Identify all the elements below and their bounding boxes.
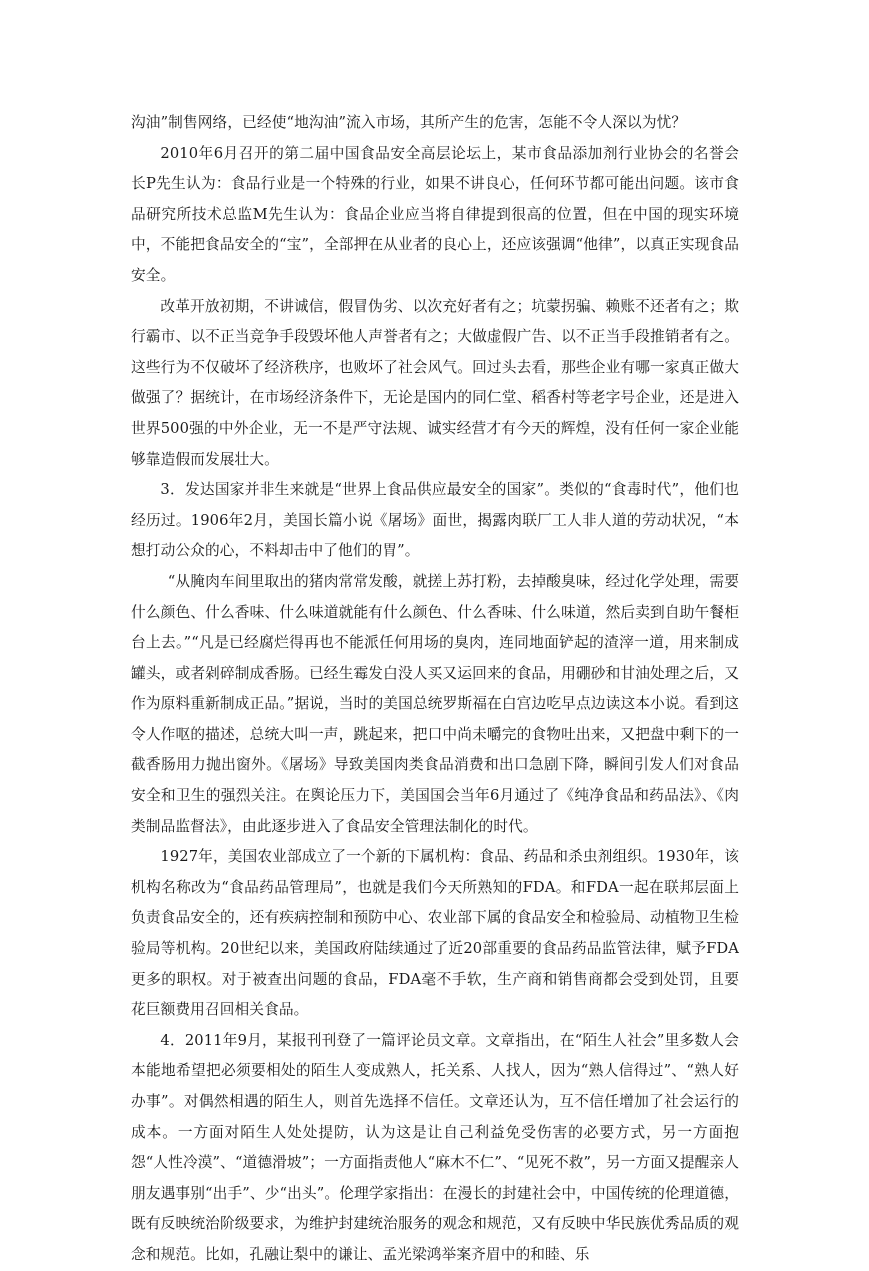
document-body [131, 108, 739, 1271]
paragraph-item-4: 4．2011年9月，某报刊刊登了一篇评论员文章。文章指出，在“陌生人社会”里多数人会本能地希望把必须要相处的陌生人变成熟人，托关系、人找人，因为“熟人信得过”、“熟人好办事”。对偶然相遇的陌生人，则首先选择不信任。文章还认为，互不信任增加了社会运行的成本。一方面对陌生人处处提防，认为这是让自己利益免受伤害的必要方式，另一方面抱怨“人性冷漠”、“道德滑坡”；一方面指责他人“麻木不仁”、“见死不救”，另一方面又提醒亲人朋友遇事别“出手”、少“出头”。伦理学家指出：在漫长的封建社会中，中国传统的伦理道德，既有反映统治阶级要求，为维护封建统治服务的观念和规范，又有反映中华民族优秀品质的观念和规范。比如，孔融让梨中的谦让、孟光梁鸿举案齐眉中的和睦、乐 [131, 1031, 740, 1263]
paragraph-jungle-quote: “从腌肉车间里取出的猪肉常常发酸，就搓上苏打粉，去掉酸臭味，经过化学处理，需要什么颜色、什么香味、什么味道就能有什么颜色、什么香味、什么味道，然后卖到自助午餐柜台上去。”“凡是已经腐烂得再也不能派任何用场的臭肉，连同地面铲起的渣滓一道，用来制成罐头，或者剁碎制成香肠。已经生霉发白没人买又运回来的食品，用硼砂和甘油处理之后，又作为原料重新制成正品。”据说，当时的美国总统罗斯福在白宫边吃早点边读这本小说。看到这令人作呕的描述，总统大叫一声，跳起来，把口中尚未嚼完的食物吐出来，又把盘中剩下的一截香肠用力抛出窗外。《屠场》导致美国肉类食品消费和出口急剧下降，瞬间引发人们对食品安全和卫生的强烈关注。在舆论压力下，美国国会当年6月通过了《纯净食品和药品法》、《肉类制品监督法》，由此逐步进入了食品安全管理法制化的时代。 [131, 572, 739, 835]
paragraph-item-3: 3．发达国家并非生来就是“世界上食品供应最安全的国家”。类似的“食毒时代”，他们也经历过。1906年2月，美国长篇小说《屠场》面世，揭露肉联厂工人非人道的劳动状况，“本想打动公众的心，不料却击中了他们的胃”。 [131, 481, 739, 560]
paragraph-fda-history: 1927年，美国农业部成立了一个新的下属机构：食品、药品和杀虫剂组织。1930年，该机构名称改为“食品药品管理局”，也就是我们今天所熟知的FDA。和FDA一起在联邦层面上负责食品安全的，还有疾病控制和预防中心、农业部下属的食品安全和检验局、动植物卫生检验局等机构。20世纪以来，美国政府陆续通过了近20部重要的食品药品监管法律，赋予FDA更多的职权。对于被查出问题的食品，FDA毫不手软，生产商和销售商都会受到处罚，且要花巨额费用召回相关食品。 [131, 848, 739, 1019]
paragraph-continuation: 沟油”制售网络，已经使“地沟油”流入市场，其所产生的危害，怎能不令人深以为忧？ [131, 114, 687, 131]
paragraph-forum-opinions: 2010年6月召开的第二届中国食品安全高层论坛上，某市食品添加剂行业协会的名誉会长P先生认为：食品行业是一个特殊的行业，如果不讲良心，任何环节都可能出问题。该市食品研究所技术总监M先生认为：食品企业应当将自律提到很高的位置，但在中国的现实环境中，不能把食品安全的“宝”，全部押在从业者的良心上，还应该强调“他律”，以真正实现食品安全。 [131, 144, 739, 284]
paragraph-reform-era: 改革开放初期，不讲诚信，假冒伪劣、以次充好者有之；坑蒙拐骗、赖账不还者有之；欺行霸市、以不正当竞争手段毁坏他人声誉者有之；大做虚假广告、以不正当手段推销者有之。这些行为不仅破坏了经济秩序，也败坏了社会风气。回过头去看，那些企业有哪一家真正做大做强了？据统计，在市场经济条件下，无论是国内的同仁堂、稻香村等老字号企业，还是进入世界500强的中外企业，无一不是严守法规、诚实经营才有今天的辉煌，没有任何一家企业能够靠造假而发展壮大。 [131, 297, 739, 468]
